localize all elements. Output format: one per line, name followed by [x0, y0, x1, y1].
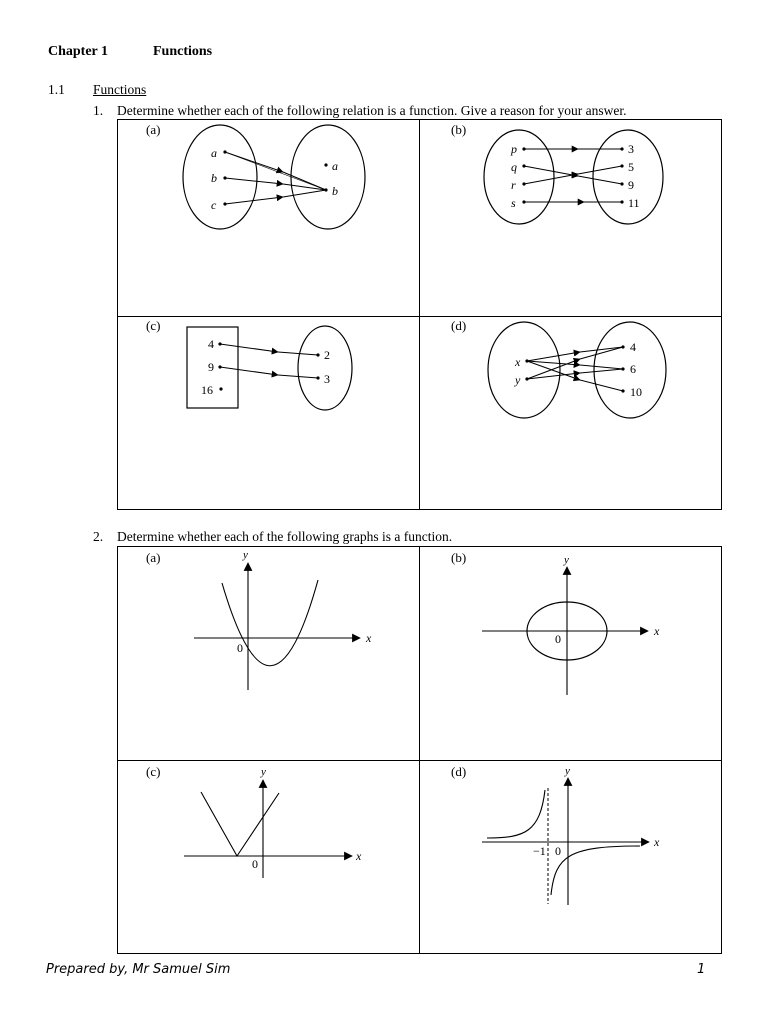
section-title: Functions [93, 82, 147, 97]
q1-c-domain-4: 4 [208, 337, 214, 351]
q1-text: Determine whether each of the following relation is a function. Give a reason for your answer. [117, 103, 627, 118]
q1-a-codomain-a: a [332, 159, 338, 173]
q1-c-domain-9: 9 [208, 360, 214, 374]
q1-b-domain-q: q [511, 160, 517, 174]
q2-d-curve-right [551, 846, 640, 895]
q2-d-curve-left [487, 790, 545, 838]
q2-number: 2. [93, 529, 104, 544]
q1-number: 1. [93, 103, 104, 118]
q1-b-domain-s: s [511, 196, 516, 210]
q2-c-curve [201, 792, 279, 856]
chapter-title: Functions [153, 44, 213, 59]
q1-b-label: (b) [451, 122, 467, 137]
q1-b-codomain-3: 3 [628, 142, 634, 156]
q1-a-domain-c: c [211, 198, 217, 212]
q2-a-graph [194, 549, 372, 690]
q1-a-label: (a) [146, 122, 161, 137]
q2-c-origin: 0 [252, 857, 258, 871]
q1-d-label: (d) [451, 318, 467, 333]
q1-a-domain-a: a [211, 146, 217, 160]
q1-c-label: (c) [146, 318, 161, 333]
q1-b-codomain-9: 9 [628, 178, 634, 192]
q2-a-x-label: x [366, 631, 372, 645]
q1-c-codomain-3: 3 [324, 372, 330, 386]
q2-d-y-label: y [565, 765, 570, 777]
q2-d-x-label: x [654, 835, 660, 849]
q2-d-graph [482, 765, 660, 905]
footer-prepared-by: Prepared by, Mr Samuel Sim [46, 962, 231, 977]
q2-c-graph [184, 766, 362, 878]
q1-b-domain-r: r [511, 178, 516, 192]
q2-a-label: (a) [146, 550, 161, 565]
q2-b-x-label: x [654, 624, 660, 638]
q1-b-codomain-5: 5 [628, 160, 634, 174]
q2-d-asymptote-label: −1 [533, 844, 546, 858]
q1-d-codomain-4: 4 [630, 340, 636, 354]
q1-b-codomain-11: 11 [628, 196, 640, 210]
q2-b-graph [482, 554, 660, 695]
q2-d-origin: 0 [555, 844, 561, 858]
q1-c-codomain-2: 2 [324, 348, 330, 362]
q1-d-codomain-6: 6 [630, 362, 636, 376]
q1-d-domain-x: x [515, 355, 521, 369]
q2-a-y-label: y [243, 549, 248, 561]
q2-b-origin: 0 [555, 632, 561, 646]
q1-a-domain-b: b [211, 171, 217, 185]
chapter-number: Chapter 1 [48, 44, 109, 59]
footer-page-number: 1 [697, 962, 706, 977]
q2-text: Determine whether each of the following graphs is a function. [117, 529, 453, 544]
q2-a-origin: 0 [237, 641, 243, 655]
q1-a-codomain-b: b [332, 184, 338, 198]
q2-c-y-label: y [261, 766, 266, 778]
q2-d-label: (d) [451, 764, 467, 779]
q2-c-label: (c) [146, 764, 161, 779]
q1-c-domain-16: 16 [201, 383, 213, 397]
q1-d-domain-y: y [515, 373, 521, 387]
section-number: 1.1 [48, 82, 65, 97]
q2-b-y-label: y [564, 554, 569, 566]
q1-b-domain-p: p [511, 142, 517, 156]
q2-c-x-label: x [356, 849, 362, 863]
q1-d-codomain-10: 10 [630, 385, 642, 399]
q2-b-label: (b) [451, 550, 467, 565]
